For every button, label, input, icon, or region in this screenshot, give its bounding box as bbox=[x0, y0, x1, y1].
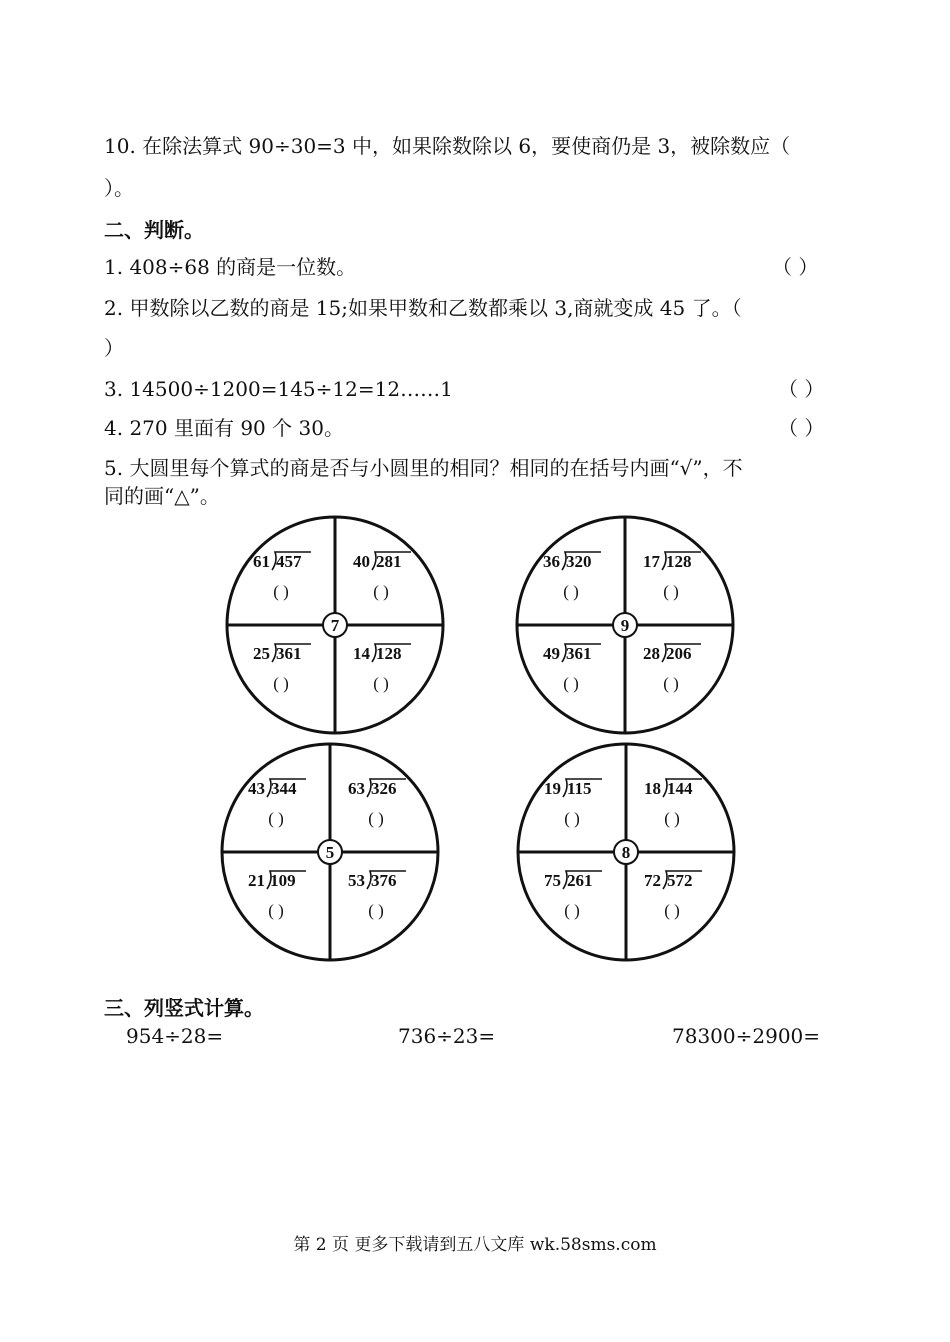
dividend: 261 bbox=[567, 871, 593, 890]
answer-paren[interactable]: ( ) bbox=[563, 674, 579, 693]
division-cell bbox=[644, 871, 702, 920]
divisor: 75 bbox=[544, 871, 561, 890]
division-cell bbox=[644, 779, 702, 828]
division-cell bbox=[543, 552, 601, 601]
divisor: 53 bbox=[348, 871, 365, 890]
divisor: 17 bbox=[643, 552, 660, 571]
division-cell bbox=[253, 644, 311, 693]
divisor: 40 bbox=[353, 552, 370, 571]
judge-item-4: 4. 270 里面有 90 个 30。 bbox=[104, 416, 344, 440]
division-cell bbox=[248, 871, 306, 920]
answer-paren[interactable]: ( ) bbox=[664, 901, 680, 920]
divisor: 36 bbox=[543, 552, 560, 571]
judge-item-5: 5. 大圆里每个算式的商是否与小圆里的相同？相同的在括号内画“√”，不 bbox=[104, 456, 743, 480]
long-division-expr bbox=[348, 871, 397, 890]
judge-item-1: 1. 408÷68 的商是一位数。 bbox=[104, 255, 357, 279]
judge-paren-1[interactable]: （ ） bbox=[772, 255, 819, 279]
division-cell bbox=[253, 552, 311, 601]
division-circle bbox=[517, 517, 733, 733]
long-division-expr bbox=[644, 871, 693, 890]
dividend: 206 bbox=[666, 644, 692, 663]
division-cell bbox=[348, 779, 406, 828]
dividend: 128 bbox=[666, 552, 692, 571]
long-division-expr bbox=[543, 644, 592, 663]
division-cell bbox=[348, 871, 406, 920]
division-cell bbox=[643, 552, 701, 601]
answer-paren[interactable]: ( ) bbox=[373, 674, 389, 693]
judge-item-3: 3. 14500÷1200=145÷12=12……1 bbox=[104, 377, 453, 401]
dividend: 115 bbox=[567, 779, 592, 798]
divisor: 21 bbox=[248, 871, 265, 890]
dividend: 361 bbox=[566, 644, 592, 663]
long-division-expr bbox=[253, 644, 302, 663]
answer-paren[interactable]: ( ) bbox=[368, 809, 384, 828]
divisor: 49 bbox=[543, 644, 560, 663]
long-division-expr bbox=[544, 871, 593, 890]
division-cell bbox=[248, 779, 306, 828]
judge-paren-2[interactable]: ） bbox=[104, 336, 124, 360]
division-cell bbox=[353, 552, 411, 601]
dividend: 281 bbox=[376, 552, 402, 571]
dividend: 326 bbox=[371, 779, 397, 798]
judge-paren-3[interactable]: （ ） bbox=[778, 377, 825, 401]
dividend: 344 bbox=[271, 779, 297, 798]
answer-paren[interactable]: ( ) bbox=[273, 582, 289, 601]
calc-problem-1: 954÷28= bbox=[126, 1024, 224, 1048]
answer-paren[interactable]: ( ) bbox=[563, 582, 579, 601]
divisor: 61 bbox=[253, 552, 270, 571]
calc-problem-2: 736÷23= bbox=[398, 1024, 496, 1048]
long-division-expr bbox=[543, 552, 592, 571]
judge-paren-4[interactable]: （ ） bbox=[778, 416, 825, 440]
divisor: 14 bbox=[353, 644, 370, 663]
small-circle-number: 9 bbox=[620, 616, 630, 635]
answer-paren[interactable]: ( ) bbox=[664, 809, 680, 828]
division-cell bbox=[643, 644, 701, 693]
dividend: 109 bbox=[270, 871, 296, 890]
divisor: 18 bbox=[644, 779, 661, 798]
long-division-expr bbox=[248, 871, 296, 890]
judge-item-5-cont: 同的画“△”。 bbox=[104, 484, 220, 508]
long-division-expr bbox=[643, 644, 692, 663]
answer-paren[interactable]: ( ) bbox=[268, 809, 284, 828]
calc-problem-3: 78300÷2900= bbox=[672, 1024, 821, 1048]
long-division-expr bbox=[644, 779, 693, 798]
small-circle-number: 7 bbox=[330, 616, 340, 635]
answer-paren[interactable]: ( ) bbox=[373, 582, 389, 601]
divisor: 43 bbox=[248, 779, 265, 798]
page-footer: 第 2 页 更多下载请到五八文库 wk.58sms.com bbox=[293, 1235, 657, 1255]
answer-paren[interactable]: ( ) bbox=[564, 809, 580, 828]
division-cell bbox=[353, 644, 411, 693]
answer-paren[interactable]: ( ) bbox=[368, 901, 384, 920]
divisor: 19 bbox=[544, 779, 561, 798]
division-circle bbox=[518, 744, 734, 960]
dividend: 376 bbox=[371, 871, 397, 890]
long-division-expr bbox=[353, 552, 402, 571]
long-division-expr bbox=[643, 552, 692, 571]
answer-paren[interactable]: ( ) bbox=[273, 674, 289, 693]
small-circle-number: 8 bbox=[621, 843, 631, 862]
q10-line1: 10. 在除法算式 90÷30=3 中，如果除数除以 6，要使商仍是 3，被除数应（ bbox=[104, 134, 791, 158]
answer-paren[interactable]: ( ) bbox=[663, 582, 679, 601]
division-circle bbox=[227, 517, 443, 733]
dividend: 457 bbox=[276, 552, 302, 571]
division-cell bbox=[544, 779, 602, 828]
long-division-expr bbox=[353, 644, 402, 663]
answer-paren[interactable]: ( ) bbox=[268, 901, 284, 920]
answer-paren[interactable]: ( ) bbox=[663, 674, 679, 693]
division-cell bbox=[544, 871, 602, 920]
section3-title: 三、列竖式计算。 bbox=[104, 996, 264, 1020]
divisor: 28 bbox=[643, 644, 660, 663]
division-cell bbox=[543, 644, 601, 693]
judge-item-2: 2. 甲数除以乙数的商是 15;如果甲数和乙数都乘以 3,商就变成 45 了。（ bbox=[104, 296, 742, 320]
answer-paren[interactable]: ( ) bbox=[564, 901, 580, 920]
dividend: 361 bbox=[276, 644, 302, 663]
long-division-expr bbox=[253, 552, 302, 571]
q10-line2: ）。 bbox=[104, 176, 134, 200]
long-division-expr bbox=[348, 779, 397, 798]
dividend: 128 bbox=[376, 644, 402, 663]
dividend: 572 bbox=[667, 871, 693, 890]
division-circle bbox=[222, 744, 438, 960]
section2-title: 二、判断。 bbox=[104, 218, 204, 242]
dividend: 320 bbox=[566, 552, 592, 571]
divisor: 63 bbox=[348, 779, 365, 798]
divisor: 72 bbox=[644, 871, 661, 890]
dividend: 144 bbox=[667, 779, 693, 798]
long-division-expr bbox=[544, 779, 592, 798]
long-division-expr bbox=[248, 779, 297, 798]
small-circle-number: 5 bbox=[325, 843, 335, 862]
divisor: 25 bbox=[253, 644, 270, 663]
